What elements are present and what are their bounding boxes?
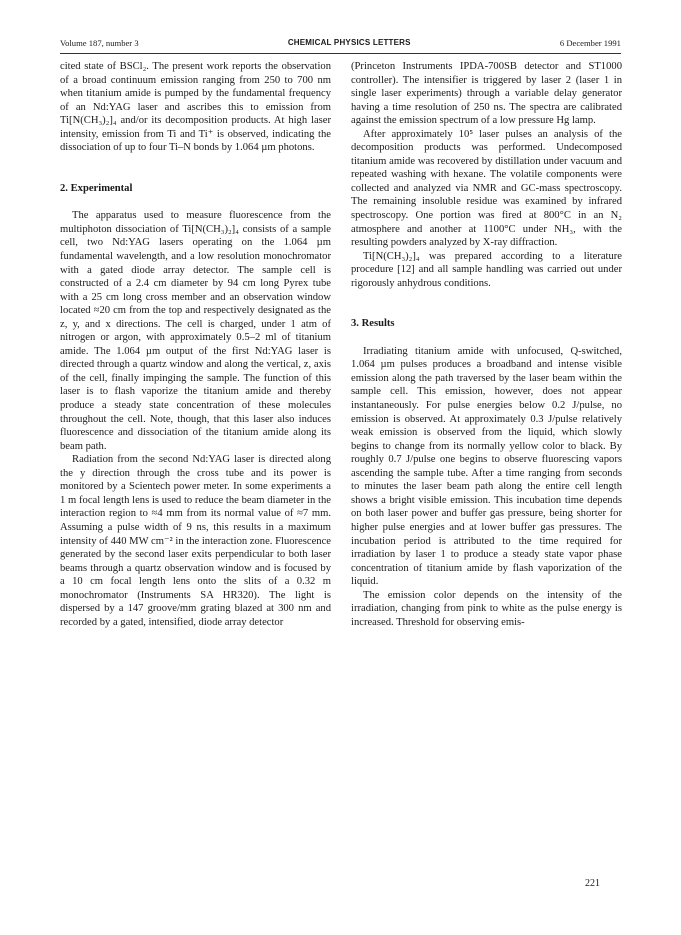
- page-number: 221: [585, 878, 600, 889]
- journal-title: CHEMICAL PHYSICS LETTERS: [287, 38, 411, 47]
- left-column: [60, 60, 331, 629]
- intro-paragraph: cited state of BSCl₂. The present work reports the observation of a broad continuum emission ranging from 250 to 700 nm when titanium amide is pumped by the fundamental frequency of an Nd:YAG laser and ascribes this to emission from Ti[N(CH₃)₂]₄ and/or its decomposition products. At high laser intensity, emission from Ti and Ti⁺ is observed, indicating the dissociation of up to four Ti–N bonds by 1.064 µm photons.: [60, 61, 331, 154]
- experimental-paragraph-1: The apparatus used to measure fluorescence from the multiphoton dissociation of Ti[N(CH₃)₂]₄ consists of a sample cell, two Nd:YAG lasers operating on the 1.064 µm fundamental wavelength, and a low resolution monochromator with a gated diode array detector. The sample cell is constructed of a 2.4 cm diameter by 94 cm long Pyrex tube with a 25 cm long cross member and an observation window located ≈20 cm from the top and respectively designated as the z, y, and x directions. The cell is charged, under 1 atm of nitrogen or argon, with approximately 0.5–2 ml of titanium amide. The 1.064 µm output of the first Nd:YAG laser is directed through a quartz window and along the vertical, z, axis of the cell, finally impinging the sample. The function of this laser is to flash vaporize the titanium amide and thereby produce a steady state concentration of these molecules throughout the cell. Note, though, that this laser also induces fluorescence and dissociation of the titanium amide along its beam path.: [60, 210, 331, 452]
- section-heading-experimental: 2. Experimental: [60, 182, 133, 194]
- right-column: [351, 60, 622, 629]
- issue-date: 6 December 1991: [559, 38, 621, 48]
- header-rule: [60, 53, 621, 54]
- preparation-paragraph: Ti[N(CH₃)₂]₄ was prepared according to a literature procedure [12] and all sample handling was carried out under rigorously anhydrous conditions.: [351, 250, 622, 289]
- journal-volume: Volume 187, number 3: [60, 38, 139, 48]
- running-header: [60, 38, 621, 48]
- section-heading-results: 3. Results: [351, 318, 395, 330]
- results-paragraph-1: Irradiating titanium amide with unfocused, Q-switched, 1.064 µm pulses produces a broadband and intense visible emission along the path traversed by the laser beam within the sample cell. This emission, however, does not appear instantaneously. For pulse energies below 0.2 J/pulse, no emission is observed. At approximately 0.3 J/pulse relatively weak emission is observed from the liquid, which slowly begins to change from its normally yellow color to black. By roughly 0.7 J/pulse one begins to observe fluorescing vapors ascending the sample tube. After a time ranging from seconds to minutes the laser beam path along the entire cell length shows a bright visible emission. This incubation time depends on both laser power and buffer gas pressure, being shorter for higher pulse energies and at lower buffer gas pressures. The incubation period is attributed to the time required for irradiation by laser 1 to produce a steady state vapor phase concentration of titanium amide by flash vaporization of the liquid.: [351, 345, 622, 588]
- analysis-paragraph: After approximately 10⁵ laser pulses an analysis of the decomposition products was performed. Undecomposed titanium amide was recovered by distillation under vacuum and repeated washing with hexane. The volatile components were collected and analyzed via NMR and GC-mass spectroscopy. The remaining insoluble residue was examined by infrared spectroscopy. One portion was fired at 800°C in an N₂ atmosphere and another at 1100°C under NH₃, with the resulting powders analyzed by X-ray diffraction.: [351, 128, 622, 249]
- continued-paragraph: (Princeton Instruments IPDA-700SB detector and ST1000 controller). The intensifier is triggered by laser 2 (laser 1 in single laser experiments) through a variable delay generator having a time resolution of 250 ns. The spectra are calibrated against the emission spectrum of a low pressure Hg lamp.: [351, 61, 622, 127]
- results-paragraph-2: The emission color depends on the intensity of the irradiation, changing from pink to white as the pulse energy is increased. Threshold for observing emis-: [351, 589, 622, 628]
- experimental-paragraph-2: Radiation from the second Nd:YAG laser is directed along the y direction through the cross tube and its power is monitored by a Scientech power meter. In some experiments a 1 m focal length lens is used to reduce the beam diameter in the interaction region to ≈4 mm from its normal value of ≈7 mm. Assuming a pulse width of 9 ns, this results in a maximum intensity of 440 MW cm⁻² in the interaction zone. Fluorescence generated by the second laser exits perpendicular to both laser beams through a quartz observation window and is focused by a 10 cm focal length lens onto the slits of a 0.32 m monochromator (Instruments SA HR320). The light is dispersed by a 147 groove/mm grating blazed at 300 nm and recorded by a gated, intensified, diode array detector: [60, 454, 331, 628]
